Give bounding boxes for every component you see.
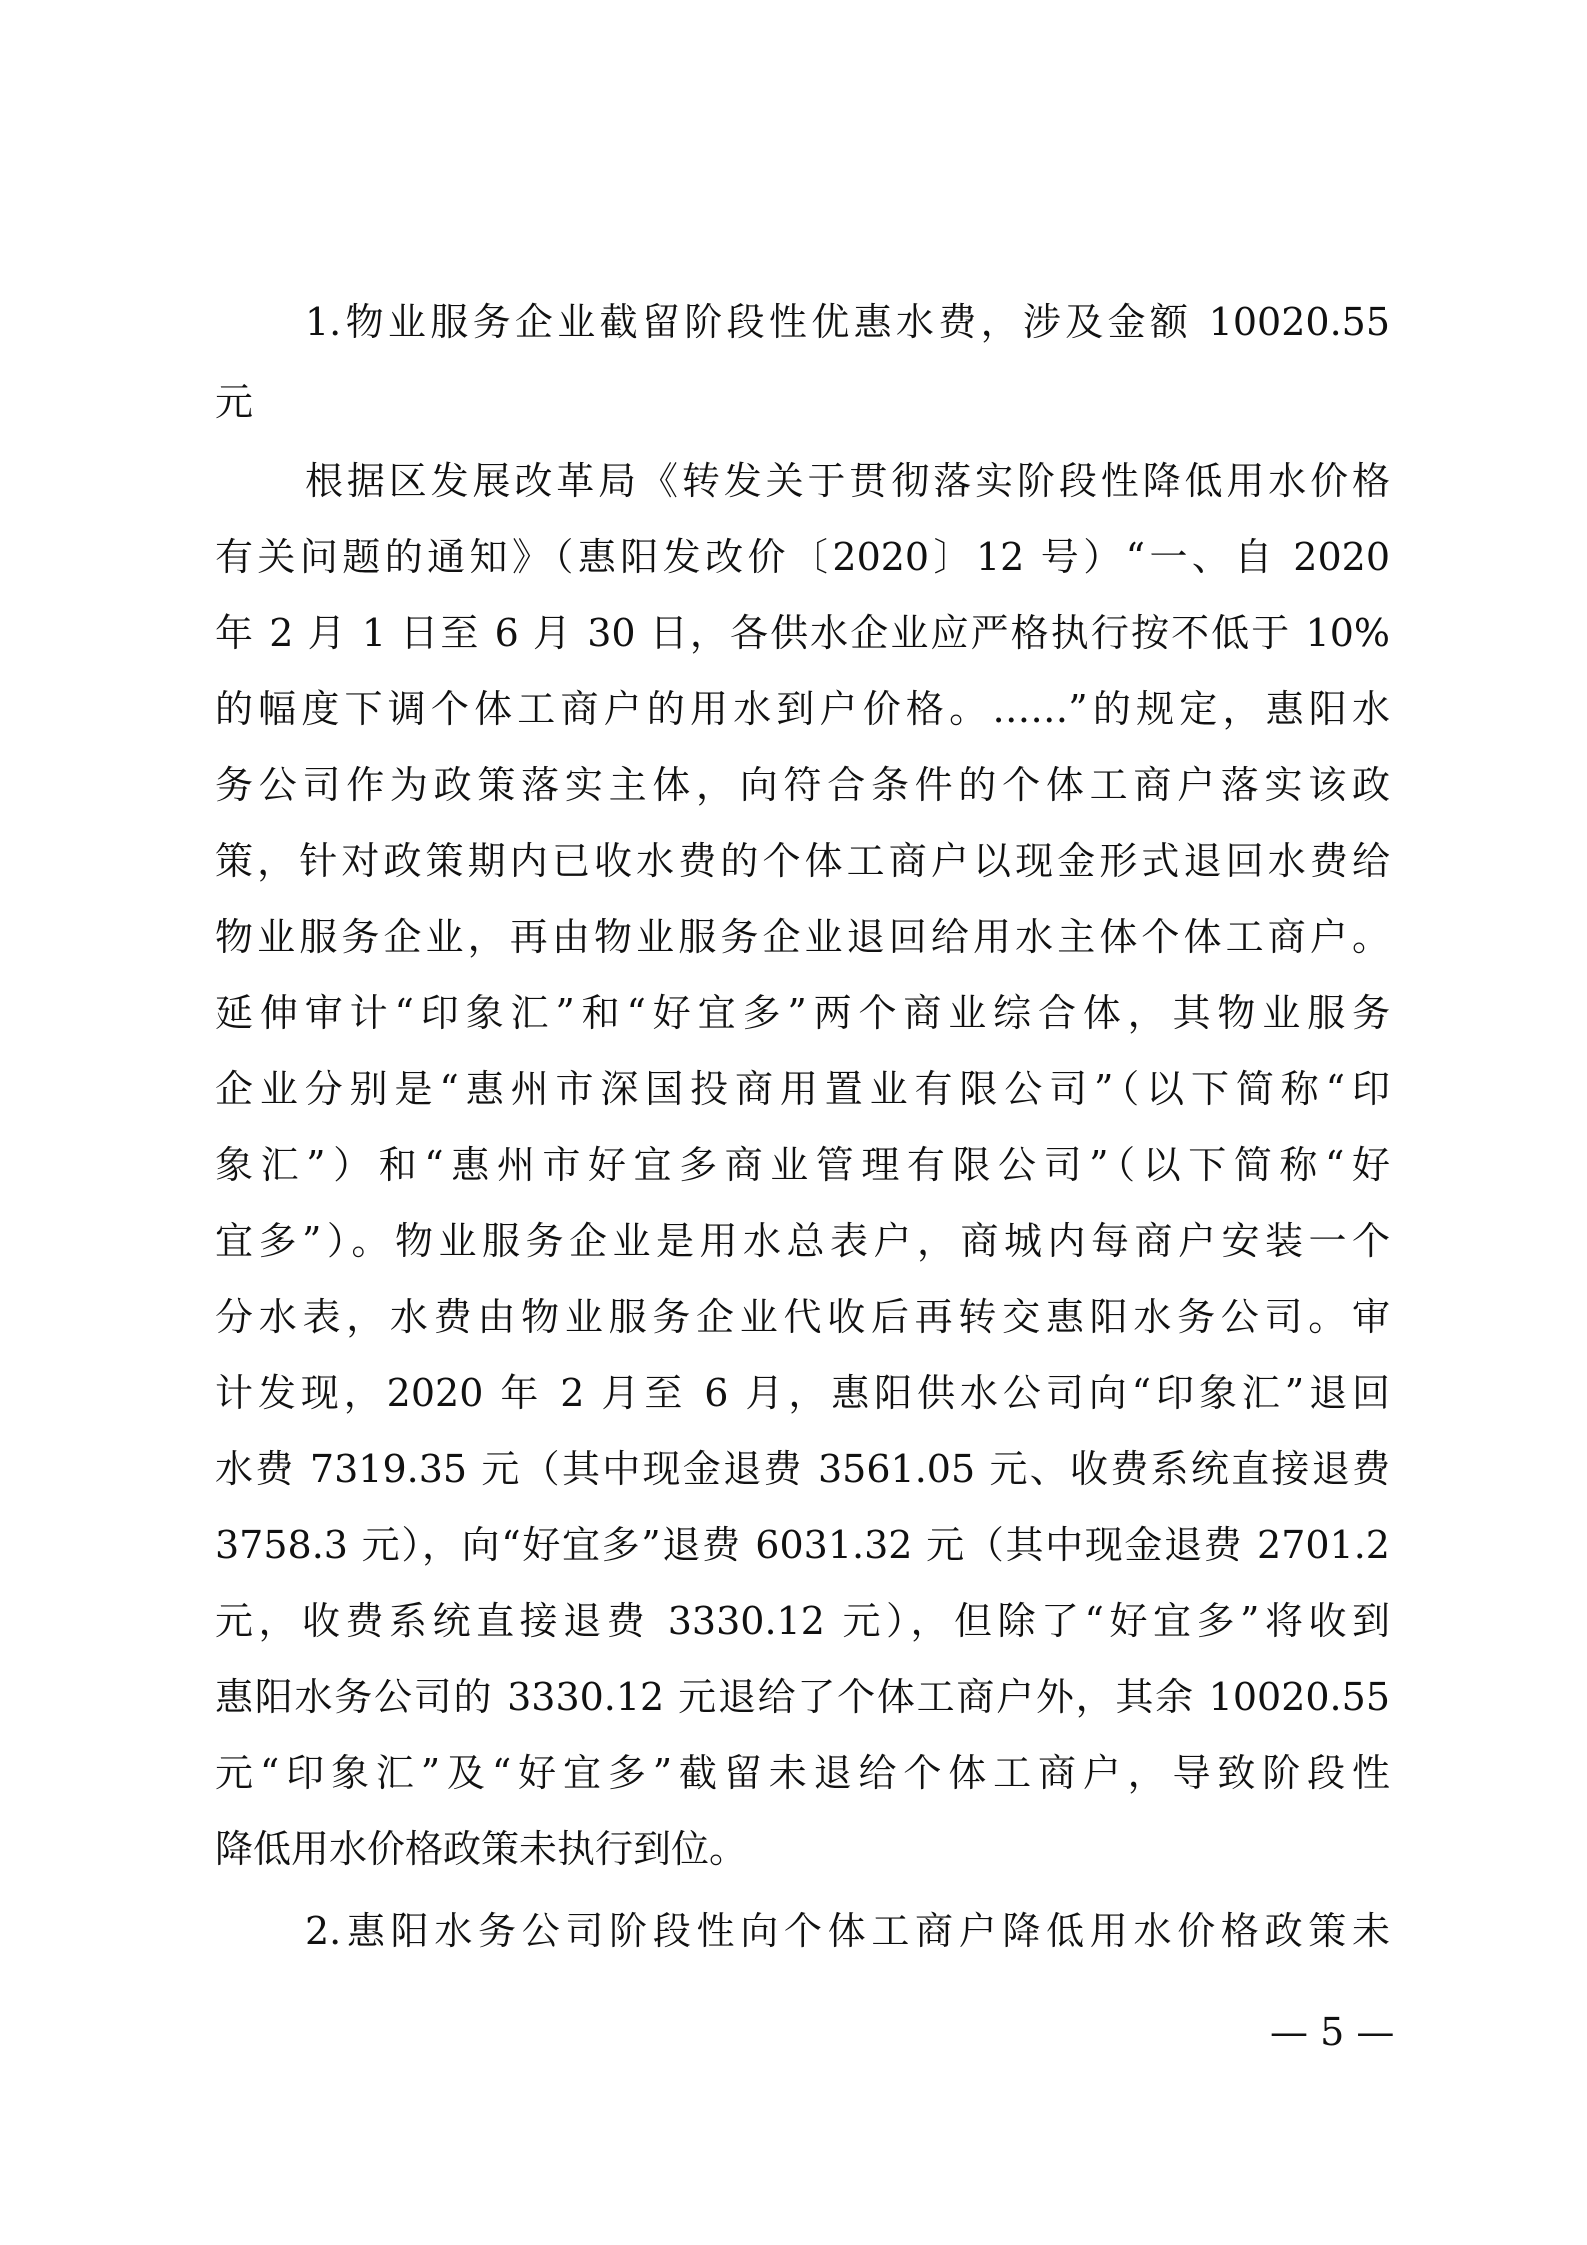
paragraph-line: 分水表，水费由物业服务企业代收后再转交惠阳水务公司。审	[215, 1295, 1390, 1339]
paragraph-line: 象汇”）和“惠州市好宜多商业管理有限公司”（以下简称“好	[215, 1143, 1390, 1187]
paragraph-line: 宜多”）。物业服务企业是用水总表户，商城内每商户安装一个	[215, 1219, 1390, 1263]
paragraph-line: 策，针对政策期内已收水费的个体工商户以现金形式退回水费给	[215, 839, 1390, 883]
page-number: — 5 —	[1270, 2010, 1395, 2054]
paragraph-line: 企业分别是“惠州市深国投商用置业有限公司”（以下简称“印	[215, 1067, 1390, 1111]
section-1-heading-line-1: 1.物业服务企业截留阶段性优惠水费，涉及金额 10020.55	[305, 300, 1390, 344]
paragraph-line: 计发现，2020 年 2 月至 6 月，惠阳供水公司向“印象汇”退回	[215, 1371, 1390, 1415]
paragraph-line: 水费 7319.35 元（其中现金退费 3561.05 元、收费系统直接退费	[215, 1447, 1390, 1491]
paragraph-line: 延伸审计“印象汇”和“好宜多”两个商业综合体，其物业服务	[215, 991, 1390, 1035]
paragraph-line: 元“印象汇”及“好宜多”截留未退给个体工商户，导致阶段性	[215, 1751, 1390, 1795]
paragraph-line: 物业服务企业，再由物业服务企业退回给用水主体个体工商户。	[215, 915, 1390, 959]
paragraph-line: 元，收费系统直接退费 3330.12 元），但除了“好宜多”将收到	[215, 1599, 1390, 1643]
paragraph-line: 3758.3 元），向“好宜多”退费 6031.32 元（其中现金退费 2701.2	[215, 1523, 1390, 1567]
paragraph-line: 务公司作为政策落实主体，向符合条件的个体工商户落实该政	[215, 763, 1390, 807]
paragraph-line: 年 2 月 1 日至 6 月 30 日，各供水企业应严格执行按不低于 10%	[215, 611, 1390, 655]
section-1-heading-line-2: 元	[215, 380, 254, 424]
paragraph-line: 惠阳水务公司的 3330.12 元退给了个体工商户外，其余 10020.55	[215, 1675, 1390, 1719]
paragraph-line: 有关问题的通知》（惠阳发改价〔2020〕12 号）“一、自 2020	[215, 535, 1390, 579]
paragraph-line: 的幅度下调个体工商户的用水到户价格。……”的规定，惠阳水	[215, 687, 1390, 731]
paragraph-line: 根据区发展改革局《转发关于贯彻落实阶段性降低用水价格	[305, 459, 1390, 503]
section-2-heading-line-1: 2.惠阳水务公司阶段性向个体工商户降低用水价格政策未	[305, 1909, 1390, 1953]
paragraph-line-last: 降低用水价格政策未执行到位。	[215, 1827, 748, 1871]
